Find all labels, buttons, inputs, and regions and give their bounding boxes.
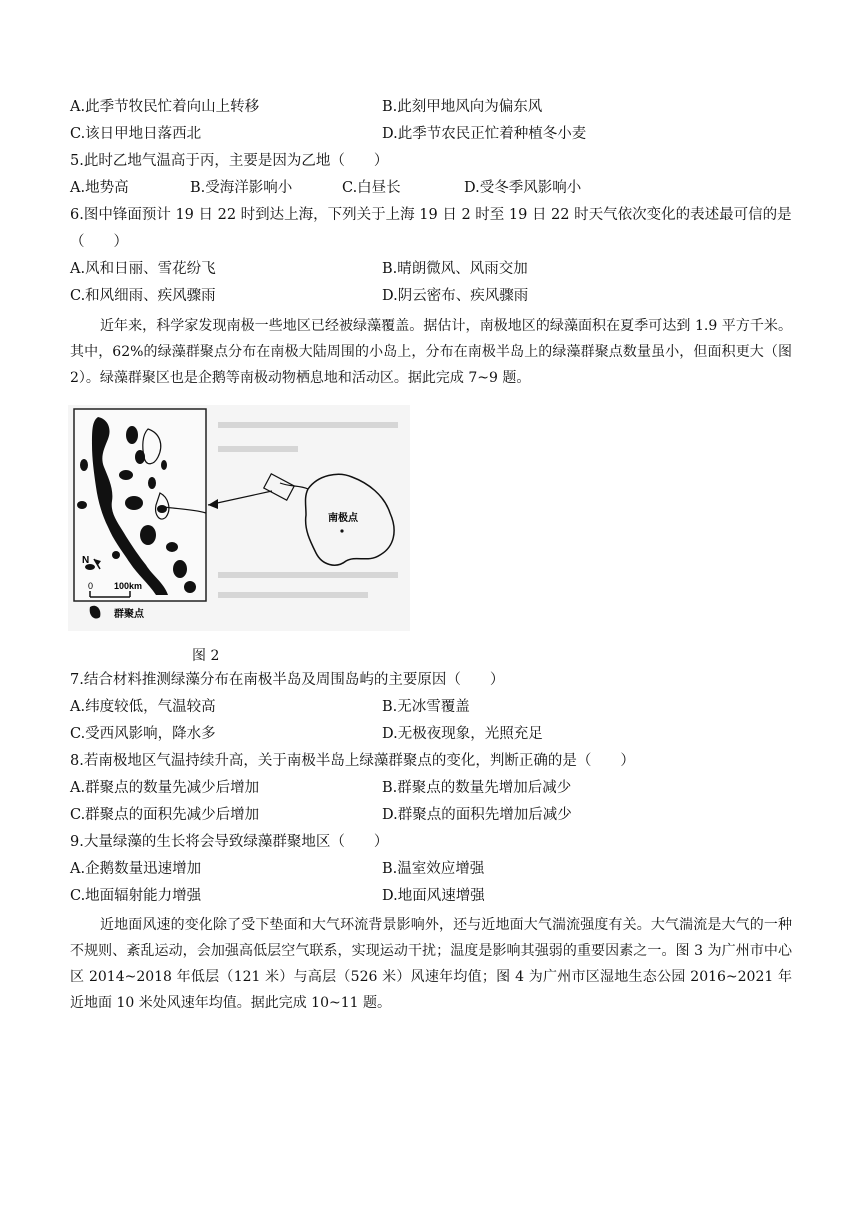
scale-distance-label: 100km [114, 581, 143, 591]
q4-option-row-2 [70, 124, 587, 144]
q9-option-row-2 [70, 886, 485, 906]
antarctic-map-svg [68, 405, 410, 631]
q6-option-c: C.和风细雨、疾风骤雨 [70, 288, 216, 304]
q8-option-d: D.群聚点的面积先增加后减少 [382, 807, 572, 823]
q6-option-a: A.风和日丽、雪花纷飞 [70, 261, 216, 277]
q9-option-row-1 [70, 859, 485, 879]
q9-option-c: C.地面辐射能力增强 [70, 888, 202, 904]
q9-option-a: A.企鹅数量迅速增加 [70, 861, 202, 877]
q4-option-b: B.此刻甲地风向为偏东风 [382, 99, 543, 115]
q4-option-row-1 [70, 97, 543, 117]
q5-stem: 5.此时乙地气温高于丙，主要是因为乙地（ ） [70, 153, 389, 169]
q5-option-c: C.白昼长 [342, 180, 401, 196]
q8-option-row-1 [70, 778, 572, 798]
passage-wind-speed [70, 912, 792, 1016]
q4-option-d: D.此季节农民正忙着种植冬小麦 [382, 126, 587, 142]
q8-option-c: C.群聚点的面积先减少后增加 [70, 807, 260, 823]
q5-option-b: B.受海洋影响小 [190, 180, 293, 196]
q6-option-b: B.晴朗微风、风雨交加 [382, 261, 528, 277]
passage-green-algae-text: 近年来，科学家发现南极一些地区已经被绿藻覆盖。据估计，南极地区的绿藻面积在夏季可达到 1.9 平方千米。其中，62%的绿藻群聚点分布在南极大陆周围的小岛上，分布在南极半岛上的绿藻群聚点数量虽小，但面积更大（图 2）。绿藻群聚区也是企鹅等南极动物栖息地和活动区。据此完成 7~9 题。 [70, 318, 792, 386]
q9-stem: 9.大量绿藻的生长将会导致绿藻群聚地区（ ） [70, 834, 389, 850]
figure-2-caption: 图 2 [192, 648, 220, 664]
legend-cluster-label: 群聚点 [114, 609, 144, 620]
q7-option-row-1 [70, 697, 470, 717]
q4-option-c: C.该日甲地日落西北 [70, 126, 202, 142]
q7-stem: 7.结合材料推测绿藻分布在南极半岛及周围岛屿的主要原因（ ） [70, 672, 505, 688]
q7-option-c: C.受西风影响，降水多 [70, 726, 216, 742]
q7-option-b: B.无冰雪覆盖 [382, 699, 470, 715]
south-pole-label: 南极点 [328, 513, 358, 524]
q4-option-a: A.此季节牧民忙着向山上转移 [70, 99, 260, 115]
q8-stem: 8.若南极地区气温持续升高，关于南极半岛上绿藻群聚点的变化，判断正确的是（ ） [70, 753, 635, 769]
q7-option-a: A.纬度较低，气温较高 [70, 699, 216, 715]
q8-option-row-2 [70, 805, 572, 825]
q5-option-a: A.地势高 [70, 180, 129, 196]
q8-option-b: B.群聚点的数量先增加后减少 [382, 780, 572, 796]
south-pole-marker [340, 529, 343, 532]
north-label: N [82, 555, 90, 566]
passage-green-algae [70, 313, 792, 391]
q8-option-a: A.群聚点的数量先减少后增加 [70, 780, 260, 796]
scale-zero-label: 0 [88, 581, 94, 591]
q9-option-d: D.地面风速增强 [382, 888, 485, 904]
q6-stem-line2: （ ） [70, 234, 128, 250]
q6-option-d: D.阴云密布、疾风骤雨 [382, 288, 529, 304]
q7-option-row-2 [70, 724, 543, 744]
q7-option-d: D.无极夜现象，光照充足 [382, 726, 543, 742]
q9-option-b: B.温室效应增强 [382, 861, 485, 877]
q5-option-d: D.受冬季风影响小 [464, 180, 582, 196]
q6-option-row-1 [70, 259, 528, 279]
q6-stem-line1: 6.图中锋面预计 19 日 22 时到达上海，下列关于上海 19 日 2 时至 19 日 22 时天气依次变化的表述最可信的是 [70, 207, 792, 223]
figure-2-map [68, 405, 410, 631]
passage-wind-speed-text: 近地面风速的变化除了受下垫面和大气环流背景影响外，还与近地面大气湍流强度有关。大气湍流是大气的一种不规则、紊乱运动，会加强高低层空气联系，实现运动干扰；温度是影响其强弱的重要因素之一。图 3 为广州市中心区 2014~2018 年低层（121 米）与高层（526 米）风速年均值；图 4 为广州市区湿地生态公园 2016~2021 年近地面 10 米处风速年均值。据此完成 10~11 题。 [70, 917, 792, 1011]
q6-option-row-2 [70, 286, 529, 306]
